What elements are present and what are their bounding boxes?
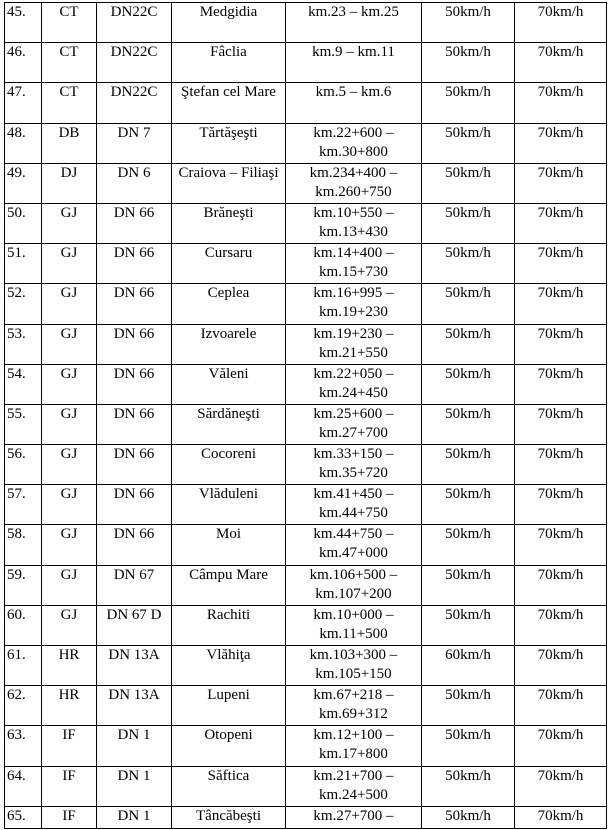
new-speed-cell: 70km/h	[515, 646, 607, 686]
new-speed-cell: 70km/h	[515, 203, 607, 243]
row-number-cell: 65.	[5, 806, 42, 828]
current-speed-cell: 50km/h	[422, 324, 515, 364]
current-speed-cell: 50km/h	[422, 3, 515, 43]
county-cell: HR	[42, 646, 97, 686]
table-row	[5, 404, 607, 444]
km-range-cell: km.10+550 – km.13+430	[286, 203, 422, 243]
table-row	[5, 525, 607, 565]
new-speed-cell: 70km/h	[515, 284, 607, 324]
county-cell: CT	[42, 3, 97, 43]
current-speed-cell: 50km/h	[422, 284, 515, 324]
table-row	[5, 726, 607, 766]
road-cell: DN 66	[97, 364, 172, 404]
county-cell: GJ	[42, 445, 97, 485]
county-cell: CT	[42, 83, 97, 123]
row-number-cell: 53.	[5, 324, 42, 364]
new-speed-cell: 70km/h	[515, 244, 607, 284]
new-speed-cell: 70km/h	[515, 43, 607, 83]
road-cell: DN 7	[97, 123, 172, 163]
new-speed-cell: 70km/h	[515, 806, 607, 828]
table-row	[5, 324, 607, 364]
km-range-cell: km.21+700 – km.24+500	[286, 766, 422, 806]
km-range-cell: km.103+300 – km.105+150	[286, 646, 422, 686]
speed-limit-table	[4, 2, 607, 829]
row-number-cell: 57.	[5, 485, 42, 525]
row-number-cell: 49.	[5, 163, 42, 203]
county-cell: IF	[42, 726, 97, 766]
table-row	[5, 766, 607, 806]
current-speed-cell: 50km/h	[422, 163, 515, 203]
road-cell: DN22C	[97, 43, 172, 83]
new-speed-cell: 70km/h	[515, 445, 607, 485]
county-cell: GJ	[42, 404, 97, 444]
locality-cell: Moi	[172, 525, 286, 565]
table-row	[5, 83, 607, 123]
table-row	[5, 123, 607, 163]
row-number-cell: 62.	[5, 686, 42, 726]
current-speed-cell: 50km/h	[422, 244, 515, 284]
road-cell: DN 66	[97, 525, 172, 565]
row-number-cell: 61.	[5, 646, 42, 686]
new-speed-cell: 70km/h	[515, 766, 607, 806]
table-row	[5, 565, 607, 605]
locality-cell: Izvoarele	[172, 324, 286, 364]
current-speed-cell: 50km/h	[422, 123, 515, 163]
county-cell: IF	[42, 806, 97, 828]
km-range-cell: km.22+600 – km.30+800	[286, 123, 422, 163]
locality-cell: Cocoreni	[172, 445, 286, 485]
county-cell: CT	[42, 43, 97, 83]
row-number-cell: 52.	[5, 284, 42, 324]
current-speed-cell: 50km/h	[422, 43, 515, 83]
km-range-cell: km.16+995 – km.19+230	[286, 284, 422, 324]
road-cell: DN 13A	[97, 686, 172, 726]
row-number-cell: 55.	[5, 404, 42, 444]
locality-cell: Sărdăneşti	[172, 404, 286, 444]
county-cell: GJ	[42, 284, 97, 324]
current-speed-cell: 50km/h	[422, 525, 515, 565]
table-row	[5, 485, 607, 525]
table-row	[5, 686, 607, 726]
km-range-cell: km.67+218 – km.69+312	[286, 686, 422, 726]
km-range-cell: km.22+050 – km.24+450	[286, 364, 422, 404]
current-speed-cell: 50km/h	[422, 485, 515, 525]
table-row	[5, 284, 607, 324]
locality-cell: Văleni	[172, 364, 286, 404]
county-cell: HR	[42, 686, 97, 726]
road-cell: DN 66	[97, 445, 172, 485]
new-speed-cell: 70km/h	[515, 123, 607, 163]
table-row	[5, 364, 607, 404]
table-row	[5, 605, 607, 645]
locality-cell: Vlăduleni	[172, 485, 286, 525]
row-number-cell: 56.	[5, 445, 42, 485]
row-number-cell: 45.	[5, 3, 42, 43]
table-row	[5, 203, 607, 243]
row-number-cell: 63.	[5, 726, 42, 766]
current-speed-cell: 50km/h	[422, 806, 515, 828]
table-row	[5, 244, 607, 284]
road-cell: DN 66	[97, 284, 172, 324]
current-speed-cell: 50km/h	[422, 726, 515, 766]
new-speed-cell: 70km/h	[515, 364, 607, 404]
road-cell: DN 1	[97, 726, 172, 766]
row-number-cell: 47.	[5, 83, 42, 123]
km-range-cell: km.27+700 –	[286, 806, 422, 828]
current-speed-cell: 50km/h	[422, 364, 515, 404]
km-range-cell: km.5 – km.6	[286, 83, 422, 123]
county-cell: GJ	[42, 244, 97, 284]
table-row	[5, 163, 607, 203]
current-speed-cell: 50km/h	[422, 766, 515, 806]
table-row	[5, 43, 607, 83]
locality-cell: Lupeni	[172, 686, 286, 726]
new-speed-cell: 70km/h	[515, 324, 607, 364]
current-speed-cell: 50km/h	[422, 686, 515, 726]
road-cell: DN 66	[97, 324, 172, 364]
locality-cell: Fâclia	[172, 43, 286, 83]
road-cell: DN 66	[97, 203, 172, 243]
locality-cell: Săftica	[172, 766, 286, 806]
locality-cell: Tâncăbeşti	[172, 806, 286, 828]
km-range-cell: km.234+400 – km.260+750	[286, 163, 422, 203]
current-speed-cell: 50km/h	[422, 404, 515, 444]
new-speed-cell: 70km/h	[515, 605, 607, 645]
road-cell: DN 66	[97, 244, 172, 284]
current-speed-cell: 50km/h	[422, 203, 515, 243]
km-range-cell: km.9 – km.11	[286, 43, 422, 83]
road-cell: DN 66	[97, 485, 172, 525]
table-row	[5, 646, 607, 686]
current-speed-cell: 50km/h	[422, 605, 515, 645]
table-row	[5, 806, 607, 828]
new-speed-cell: 70km/h	[515, 726, 607, 766]
county-cell: GJ	[42, 364, 97, 404]
row-number-cell: 50.	[5, 203, 42, 243]
county-cell: GJ	[42, 565, 97, 605]
county-cell: GJ	[42, 324, 97, 364]
road-cell: DN 67 D	[97, 605, 172, 645]
current-speed-cell: 50km/h	[422, 83, 515, 123]
new-speed-cell: 70km/h	[515, 686, 607, 726]
county-cell: IF	[42, 766, 97, 806]
row-number-cell: 51.	[5, 244, 42, 284]
km-range-cell: km.23 – km.25	[286, 3, 422, 43]
county-cell: DJ	[42, 163, 97, 203]
new-speed-cell: 70km/h	[515, 525, 607, 565]
locality-cell: Otopeni	[172, 726, 286, 766]
county-cell: DB	[42, 123, 97, 163]
road-cell: DN 1	[97, 806, 172, 828]
county-cell: GJ	[42, 485, 97, 525]
km-range-cell: km.12+100 – km.17+800	[286, 726, 422, 766]
locality-cell: Tărtăşeşti	[172, 123, 286, 163]
km-range-cell: km.19+230 – km.21+550	[286, 324, 422, 364]
km-range-cell: km.44+750 – km.47+000	[286, 525, 422, 565]
new-speed-cell: 70km/h	[515, 3, 607, 43]
km-range-cell: km.106+500 – km.107+200	[286, 565, 422, 605]
road-cell: DN 66	[97, 404, 172, 444]
new-speed-cell: 70km/h	[515, 485, 607, 525]
current-speed-cell: 50km/h	[422, 565, 515, 605]
km-range-cell: km.10+000 – km.11+500	[286, 605, 422, 645]
current-speed-cell: 50km/h	[422, 445, 515, 485]
county-cell: GJ	[42, 525, 97, 565]
table-body	[5, 3, 607, 829]
new-speed-cell: 70km/h	[515, 565, 607, 605]
road-cell: DN 13A	[97, 646, 172, 686]
row-number-cell: 48.	[5, 123, 42, 163]
current-speed-cell: 60km/h	[422, 646, 515, 686]
county-cell: GJ	[42, 605, 97, 645]
row-number-cell: 46.	[5, 43, 42, 83]
new-speed-cell: 70km/h	[515, 163, 607, 203]
road-cell: DN 6	[97, 163, 172, 203]
road-cell: DN22C	[97, 3, 172, 43]
new-speed-cell: 70km/h	[515, 404, 607, 444]
locality-cell: Ceplea	[172, 284, 286, 324]
locality-cell: Rachiti	[172, 605, 286, 645]
locality-cell: Medgidia	[172, 3, 286, 43]
locality-cell: Ştefan cel Mare	[172, 83, 286, 123]
locality-cell: Craiova – Filiaşi	[172, 163, 286, 203]
km-range-cell: km.33+150 – km.35+720	[286, 445, 422, 485]
km-range-cell: km.41+450 – km.44+750	[286, 485, 422, 525]
km-range-cell: km.14+400 – km.15+730	[286, 244, 422, 284]
locality-cell: Cursaru	[172, 244, 286, 284]
new-speed-cell: 70km/h	[515, 83, 607, 123]
locality-cell: Câmpu Mare	[172, 565, 286, 605]
table-row	[5, 445, 607, 485]
road-cell: DN 1	[97, 766, 172, 806]
km-range-cell: km.25+600 – km.27+700	[286, 404, 422, 444]
row-number-cell: 59.	[5, 565, 42, 605]
row-number-cell: 64.	[5, 766, 42, 806]
row-number-cell: 58.	[5, 525, 42, 565]
locality-cell: Brăneşti	[172, 203, 286, 243]
locality-cell: Vlăhiţa	[172, 646, 286, 686]
row-number-cell: 54.	[5, 364, 42, 404]
table-row	[5, 3, 607, 43]
county-cell: GJ	[42, 203, 97, 243]
road-cell: DN 67	[97, 565, 172, 605]
row-number-cell: 60.	[5, 605, 42, 645]
road-cell: DN22C	[97, 83, 172, 123]
